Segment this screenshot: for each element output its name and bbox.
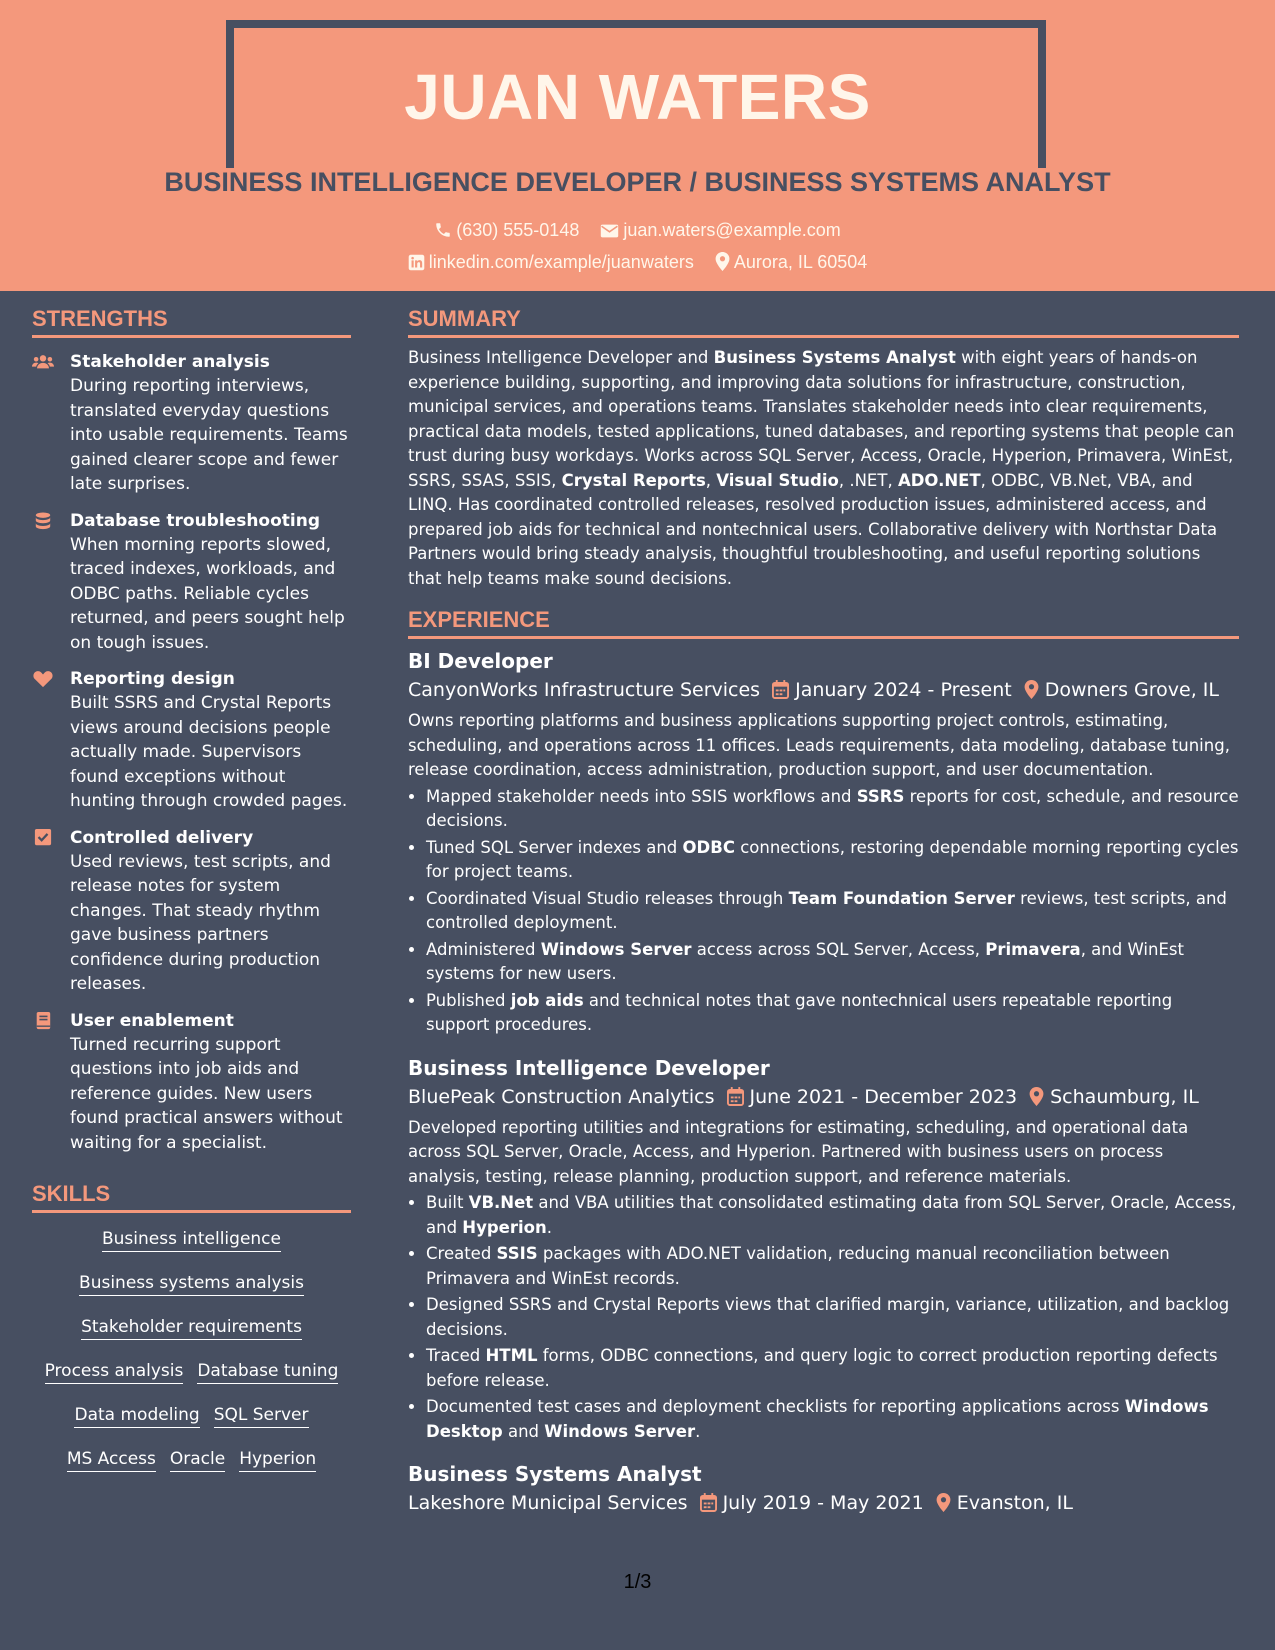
- job-bullet: [426, 1242, 1239, 1291]
- experience-heading: EXPERIENCE: [408, 607, 1239, 639]
- map-pin-icon: [715, 252, 730, 271]
- checkbox-icon: [32, 829, 54, 847]
- text-span: Published: [426, 990, 511, 1010]
- strength-text: Turned recurring support questions into job aids and reference guides. New users found practical answers without waiting for a specialist.: [70, 1034, 343, 1153]
- skill-tag: MS Access: [67, 1449, 156, 1472]
- contact-row-2: [0, 252, 1275, 273]
- job-role: Business Intelligence Developer: [408, 1055, 770, 1080]
- bold-text: Hyperion: [462, 1217, 547, 1237]
- text-span: forms, ODBC connections, and query logic to correct production reporting defects before release.: [426, 1346, 1218, 1390]
- job-meta: [408, 679, 1239, 701]
- bold-text: Visual Studio: [716, 470, 839, 490]
- linkedin-text: linkedin.com/example/juanwaters: [428, 252, 694, 272]
- text-span: , ODBC, VB.Net, VBA, and LINQ. Has coordinated controlled releases, resolved production issues, administered access, and prepared job aids for technical and nontechnical users. Collaborative delivery with Northstar Data Partners would bring steady analysis, thoughtful troubleshooting, and useful reporting solutions that help teams make sound decisions.: [408, 470, 1218, 588]
- job-role: Business Systems Analyst: [408, 1462, 702, 1486]
- email-text: juan.waters@example.com: [623, 220, 841, 240]
- strength-title: User enablement: [70, 1010, 234, 1031]
- text-span: .: [695, 1421, 701, 1441]
- map-pin-icon: [1024, 680, 1039, 699]
- email-item[interactable]: [600, 220, 840, 241]
- strength-item: [32, 350, 351, 497]
- skills-heading: SKILLS: [32, 1181, 351, 1213]
- left-column: [32, 306, 351, 1477]
- text-span: , and WinEst systems for new users.: [426, 939, 1184, 983]
- job-company: BluePeak Construction Analytics: [408, 1085, 715, 1108]
- experience-list: [408, 649, 1239, 1514]
- job-company: CanyonWorks Infrastructure Services: [408, 679, 761, 701]
- strength-title: Reporting design: [70, 669, 235, 689]
- job-entry: [408, 1056, 1239, 1445]
- skill-tag: Hyperion: [239, 1449, 316, 1472]
- skills-row: [32, 1229, 351, 1257]
- map-pin-icon: [1029, 1087, 1044, 1106]
- job-meta: [408, 1086, 1239, 1108]
- text-span: Traced: [426, 1346, 486, 1365]
- text-span: Business Intelligence Developer and: [408, 348, 714, 367]
- database-icon: [32, 512, 54, 530]
- contact-row-1: [0, 220, 1275, 241]
- job-role: BI Developer: [408, 649, 553, 673]
- text-span: Administered: [426, 939, 541, 959]
- skill-tag: Database tuning: [197, 1361, 338, 1384]
- linkedin-icon: [408, 254, 425, 271]
- location-item: [715, 252, 867, 273]
- text-span: Documented test cases and deployment checklists for reporting applications across: [426, 1397, 1125, 1416]
- job-entry: [408, 1462, 1239, 1514]
- text-span: .: [546, 1217, 552, 1237]
- text-span: and technical notes that gave nontechnical users repeatable reporting support procedures.: [426, 990, 1173, 1034]
- job-bullets: [408, 785, 1239, 1038]
- text-span: connections, restoring dependable morning reporting cycles for project teams.: [426, 837, 1239, 881]
- job-bullet: [426, 785, 1239, 834]
- job-bullet: [426, 887, 1239, 936]
- skill-tag: Business intelligence: [102, 1229, 281, 1252]
- job-location: Schaumburg, IL: [1050, 1085, 1199, 1108]
- heart-icon: [32, 670, 54, 688]
- summary-heading: SUMMARY: [408, 306, 1239, 338]
- job-bullet: [426, 938, 1239, 987]
- summary-text: [408, 346, 1239, 591]
- bold-text: Windows Server: [544, 1421, 696, 1441]
- bold-text: SSIS: [496, 1244, 538, 1263]
- bold-text: Crystal Reports: [561, 470, 706, 490]
- job-bullet: [426, 1293, 1239, 1342]
- text-span: reports for cost, schedule, and resource decisions.: [426, 786, 1239, 830]
- job-description: Developed reporting utilities and integrations for estimating, scheduling, and operational data across SQL Server, Oracle, Access, and Hyperion. Partnered with business users on process analysis, testing, release planning, production support, and reference materials.: [408, 1117, 1189, 1186]
- strength-item: [32, 826, 351, 997]
- bold-text: ADO.NET: [897, 470, 981, 490]
- strength-item: [32, 509, 351, 656]
- text-span: Tuned SQL Server indexes and: [426, 837, 683, 857]
- header-banner: [0, 0, 1275, 291]
- text-span: Mapped stakeholder needs into SSIS workflows and: [426, 786, 857, 806]
- strength-text: When morning reports slowed, traced indexes, workloads, and ODBC paths. Reliable cycles returned, and peers sought help on tough issues.: [70, 534, 345, 653]
- strength-title: Database troubleshooting: [70, 510, 321, 531]
- skill-tag: Business systems analysis: [79, 1273, 304, 1296]
- text-span: ,: [705, 470, 717, 490]
- job-bullet: [426, 1395, 1239, 1444]
- bold-text: Team Foundation Server: [788, 888, 1015, 908]
- job-description: Owns reporting platforms and business applications supporting project controls, estimating, scheduling, and operations across 11 offices. Leads requirements, data modeling, database tuning, release coordination, access administration, production support, and user documentation.: [408, 711, 1230, 779]
- location-text: Aurora, IL 60504: [733, 252, 868, 272]
- envelope-icon: [600, 223, 619, 239]
- phone-item[interactable]: [434, 220, 579, 241]
- job-dates: June 2021 - December 2023: [749, 1085, 1018, 1108]
- bold-text: Windows Server: [540, 939, 692, 959]
- job-company: Lakeshore Municipal Services: [408, 1492, 688, 1514]
- skills-row: [32, 1449, 351, 1477]
- calendar-icon: [700, 1493, 717, 1512]
- strength-item: [32, 1009, 351, 1156]
- bold-text: VB.Net: [468, 1193, 534, 1212]
- job-bullet: [426, 1344, 1239, 1393]
- skills-row: [32, 1273, 351, 1301]
- book-icon: [32, 1012, 54, 1030]
- bold-text: Windows Desktop: [426, 1397, 1209, 1441]
- text-span: and VBA utilities that consolidated estimating data from SQL Server, Oracle, Access, and: [426, 1193, 1237, 1237]
- map-pin-icon: [936, 1493, 951, 1512]
- skills-row: [32, 1317, 351, 1345]
- bold-text: SSRS: [856, 786, 905, 806]
- text-span: packages with ADO.NET validation, reducing manual reconciliation between Primavera and WinEst records.: [426, 1244, 1170, 1288]
- strength-text: Used reviews, test scripts, and release notes for system changes. That steady rhythm gave business partners confidence during production releases.: [70, 851, 331, 994]
- bold-text: HTML: [485, 1346, 538, 1365]
- bold-text: ODBC: [682, 837, 735, 857]
- skill-tag: Process analysis: [45, 1361, 184, 1384]
- bold-text: Primavera: [985, 939, 1081, 959]
- text-span: Created: [426, 1244, 497, 1263]
- users-icon: [32, 353, 54, 371]
- bold-text: Business Systems Analyst: [713, 348, 956, 367]
- skills-list: [32, 1229, 351, 1477]
- job-bullet: [426, 989, 1239, 1038]
- text-span: access across SQL Server, Access,: [691, 939, 986, 959]
- text-span: , .NET,: [838, 470, 898, 490]
- strength-text: During reporting interviews, translated everyday questions into usable requirements. Teams gained clearer scope and fewer late surprises.: [70, 376, 348, 494]
- skills-row: [32, 1361, 351, 1389]
- strength-title: Controlled delivery: [70, 827, 254, 848]
- calendar-icon: [727, 1087, 744, 1106]
- skills-row: [32, 1405, 351, 1433]
- text-span: with eight years of hands-on experience building, supporting, and improving data solutions for infrastructure, construction, municipal services, and operations teams. Translates stakeholder needs into clear requirements, practical data models, tested applications, tuned databases, and reporting systems that people can trust during busy workdays. Works across SQL Server, Access, Oracle, Hyperion, Primavera, WinEst, SSRS, SSAS, SSIS,: [408, 348, 1235, 490]
- job-location: Evanston, IL: [956, 1492, 1073, 1514]
- skill-tag: Stakeholder requirements: [81, 1317, 302, 1340]
- strength-text: Built SSRS and Crystal Reports views around decisions people actually made. Supervisors found exceptions without hunting through crowded pages.: [70, 693, 348, 811]
- right-column: [408, 306, 1239, 1514]
- job-location: Downers Grove, IL: [1044, 679, 1219, 701]
- strength-title: Stakeholder analysis: [70, 352, 270, 372]
- strengths-heading: STRENGTHS: [32, 306, 351, 338]
- text-span: Coordinated Visual Studio releases through: [426, 888, 789, 908]
- job-bullet: [426, 836, 1239, 885]
- skill-tag: Oracle: [170, 1449, 225, 1472]
- job-meta: [408, 1492, 1239, 1514]
- job-dates: January 2024 - Present: [795, 679, 1012, 701]
- text-span: Designed SSRS and Crystal Reports views that clarified margin, variance, utilization, and backlog decisions.: [426, 1295, 1230, 1339]
- job-title: BUSINESS INTELLIGENCE DEVELOPER / BUSINESS SYSTEMS ANALYST: [164, 167, 1111, 197]
- job-entry: [408, 649, 1239, 1038]
- text-span: and: [502, 1421, 545, 1441]
- page-number: 1/3: [623, 1571, 652, 1593]
- candidate-name: JUAN WATERS: [404, 61, 871, 133]
- skill-tag: Data modeling: [74, 1405, 199, 1428]
- calendar-icon: [772, 680, 789, 699]
- text-span: reviews, test scripts, and controlled deployment.: [426, 888, 1227, 932]
- phone-text: (630) 555-0148: [456, 220, 580, 240]
- bold-text: job aids: [510, 990, 584, 1010]
- job-bullet: [426, 1191, 1239, 1240]
- job-dates: July 2019 - May 2021: [722, 1492, 924, 1514]
- text-span: Built: [426, 1193, 469, 1212]
- strength-item: [32, 667, 351, 814]
- phone-icon: [434, 221, 452, 239]
- linkedin-item[interactable]: [408, 252, 694, 273]
- job-bullets: [408, 1191, 1239, 1444]
- skill-tag: SQL Server: [214, 1405, 309, 1428]
